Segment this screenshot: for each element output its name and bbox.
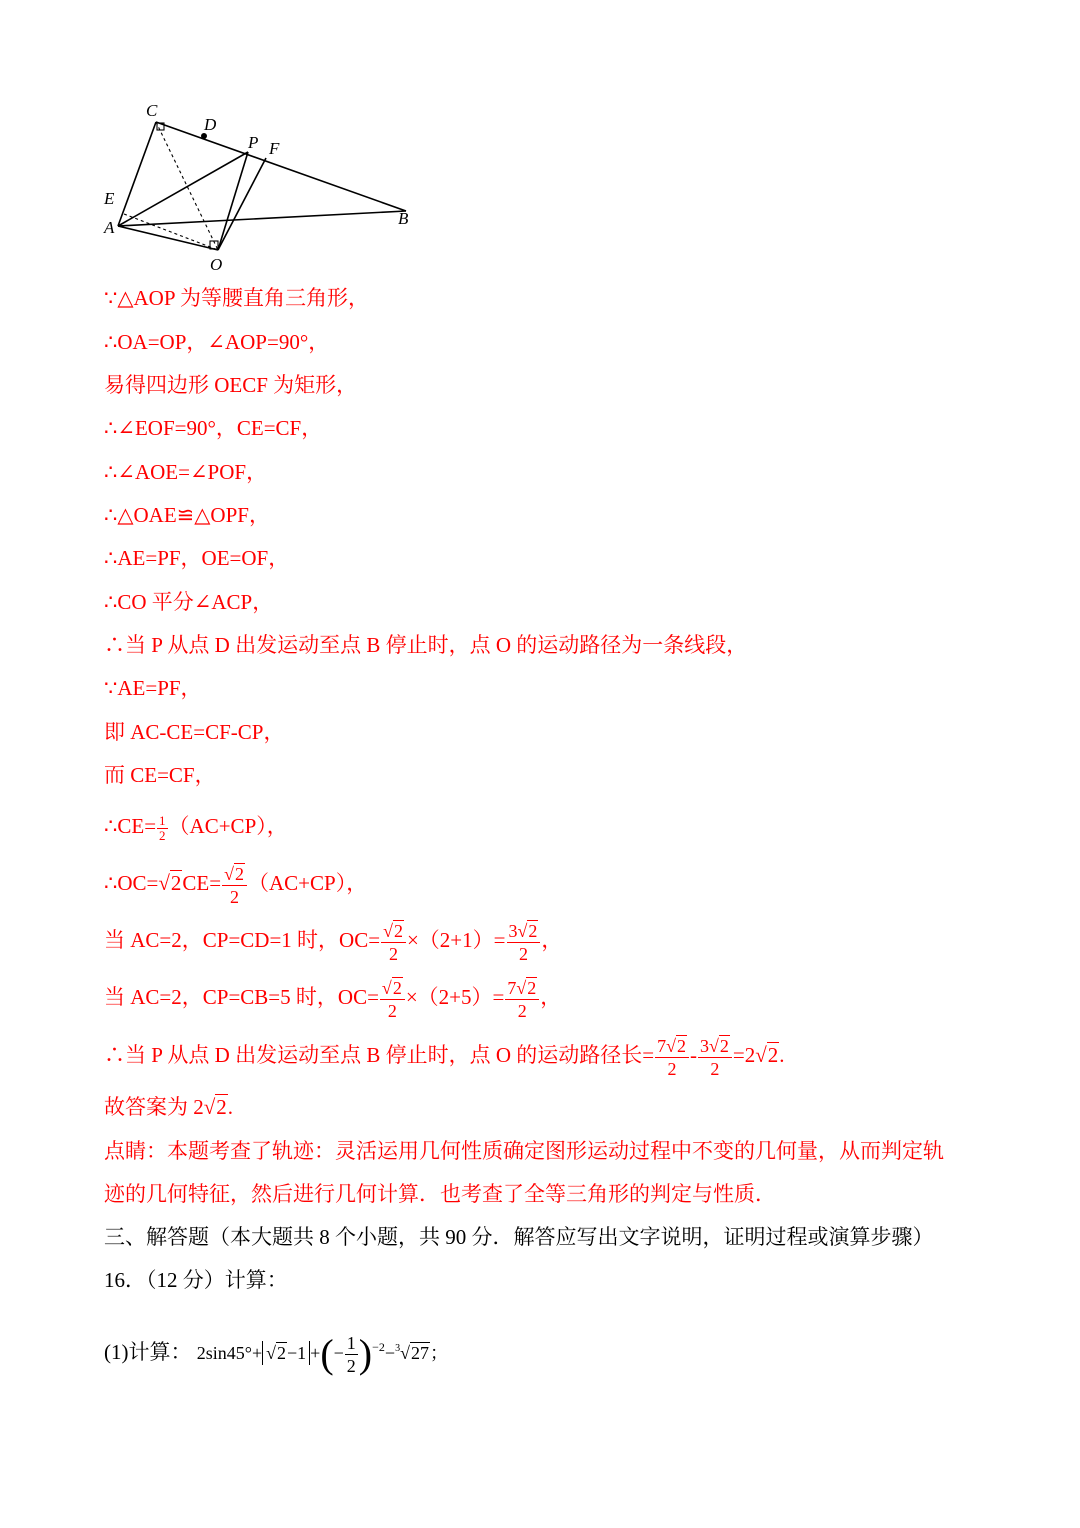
geometry-diagram bbox=[96, 96, 426, 276]
label-d: D bbox=[204, 115, 217, 134]
eq1-num: 1 bbox=[159, 812, 166, 828]
question-16: 16．（12 分）计算： bbox=[104, 1268, 288, 1292]
eq3-post: ， bbox=[541, 928, 563, 952]
solution-line-12: 而 CE=CF， bbox=[104, 763, 216, 787]
equation-oc bbox=[104, 858, 367, 908]
q16-1-label: (1)计算： bbox=[104, 1340, 192, 1364]
eq4-mid: ×（2+5）= bbox=[405, 985, 505, 1009]
answer-sqrt: √2 bbox=[203, 1095, 227, 1119]
eq1-den: 2 bbox=[159, 827, 166, 843]
eq5-frac-a: $\frac{7√2}{2}$ bbox=[655, 1035, 689, 1080]
label-c: C bbox=[146, 101, 158, 120]
label-e: E bbox=[104, 189, 115, 208]
fraction-half bbox=[157, 814, 168, 843]
solution-line-5: ∴∠AOE=∠POF， bbox=[104, 460, 268, 484]
eq1-pre: ∴CE= bbox=[104, 814, 157, 838]
eq1-post: （AC+CP）， bbox=[168, 814, 288, 838]
label-a: A bbox=[104, 218, 115, 237]
eq3-pre: 当 AC=2，CP=CD=1 时，OC= bbox=[104, 928, 381, 952]
line-ao bbox=[118, 226, 218, 250]
question-16-part-1: (1)计算： 2sin45°+ √2−1 +(− $\frac{1}{2}$ )$^{-2}$−$^3$√27； bbox=[104, 1331, 448, 1377]
label-f: F bbox=[269, 139, 280, 158]
equation-cb-case bbox=[104, 972, 561, 1022]
absolute-value: √2−1 bbox=[262, 1341, 310, 1365]
dashed-eo bbox=[124, 214, 218, 250]
solution-line-3: 易得四边形 OECF 为矩形， bbox=[104, 373, 358, 397]
comment-line-2: 迹的几何特征，然后进行几何计算．也考查了全等三角形的判定与性质． bbox=[104, 1182, 776, 1206]
section-heading: 三、解答题（本大题共 8 个小题，共 90 分．解答应写出文字说明，证明过程或演算步骤） bbox=[104, 1225, 934, 1249]
eq2-post: （AC+CP）， bbox=[248, 871, 368, 895]
eq4-result: $\frac{7√2}{2}$ bbox=[505, 977, 539, 1022]
solution-line-11: 即 AC-CE=CF-CP， bbox=[104, 720, 285, 744]
eq4-fraction: $\frac{√2}{2}$ bbox=[380, 977, 405, 1022]
equation-cd-case bbox=[104, 915, 562, 965]
solution-line-6: ∴△OAE≌△OPF， bbox=[104, 503, 270, 527]
q16-1-fraction: $\frac{1}{2}$ bbox=[346, 1332, 356, 1376]
eq3-mid: ×（2+1）= bbox=[406, 928, 506, 952]
eq5-result-sqrt: √2 bbox=[755, 1043, 779, 1067]
eq4-post: ， bbox=[540, 985, 562, 1009]
fraction-sqrt2-over-2: $\frac{√2}{2}$ bbox=[222, 863, 247, 908]
solution-line-1: ∵△AOP 为等腰直角三角形， bbox=[104, 286, 369, 310]
eq2-mid: CE= bbox=[182, 871, 222, 895]
line-ab bbox=[118, 211, 406, 226]
label-p: P bbox=[248, 133, 259, 152]
exponent: −2 bbox=[372, 1340, 385, 1354]
line-cb bbox=[156, 122, 406, 211]
eq4-pre: 当 AC=2，CP=CB=5 时，OC= bbox=[104, 985, 379, 1009]
solution-line-2: ∴OA=OP，∠AOP=90°， bbox=[104, 330, 330, 354]
label-b: B bbox=[398, 209, 409, 228]
geometry-figure bbox=[96, 96, 426, 276]
answer-line: 故答案为 2√2. bbox=[104, 1095, 234, 1119]
eq2-pre: ∴OC= bbox=[104, 871, 159, 895]
equation-path-length: ∴当 P 从点 D 出发运动至点 B 停止时，点 O 的运动路径长= $\frac{7√2}{2}$ - $\frac{3√2}{2}$ =2√2. bbox=[104, 1030, 785, 1080]
eq5-frac-b: $\frac{3√2}{2}$ bbox=[698, 1035, 732, 1080]
comment-line-1: 点睛：本题考查了轨迹：灵活运用几何性质确定图形运动过程中不变的几何量，从而判定轨 bbox=[104, 1139, 944, 1163]
eq3-fraction: $\frac{√2}{2}$ bbox=[381, 920, 406, 965]
sqrt-2: √2 bbox=[158, 871, 182, 895]
solution-line-10: ∵AE=PF， bbox=[104, 676, 202, 700]
solution-line-7: ∴AE=PF，OE=OF， bbox=[104, 546, 290, 570]
line-ca bbox=[118, 122, 156, 226]
solution-line-9: ∴当 P 从点 D 出发运动至点 B 停止时，点 O 的运动路径为一条线段， bbox=[104, 633, 748, 657]
eq5-pre: ∴当 P 从点 D 出发运动至点 B 停止时，点 O 的运动路径长= bbox=[104, 1043, 655, 1067]
solution-line-4: ∴∠EOF=90°，CE=CF， bbox=[104, 416, 323, 440]
solution-line-8: ∴CO 平分∠ACP， bbox=[104, 590, 274, 614]
eq3-result: $\frac{3√2}{2}$ bbox=[507, 920, 541, 965]
label-o: O bbox=[210, 255, 223, 274]
equation-ce bbox=[104, 808, 288, 844]
